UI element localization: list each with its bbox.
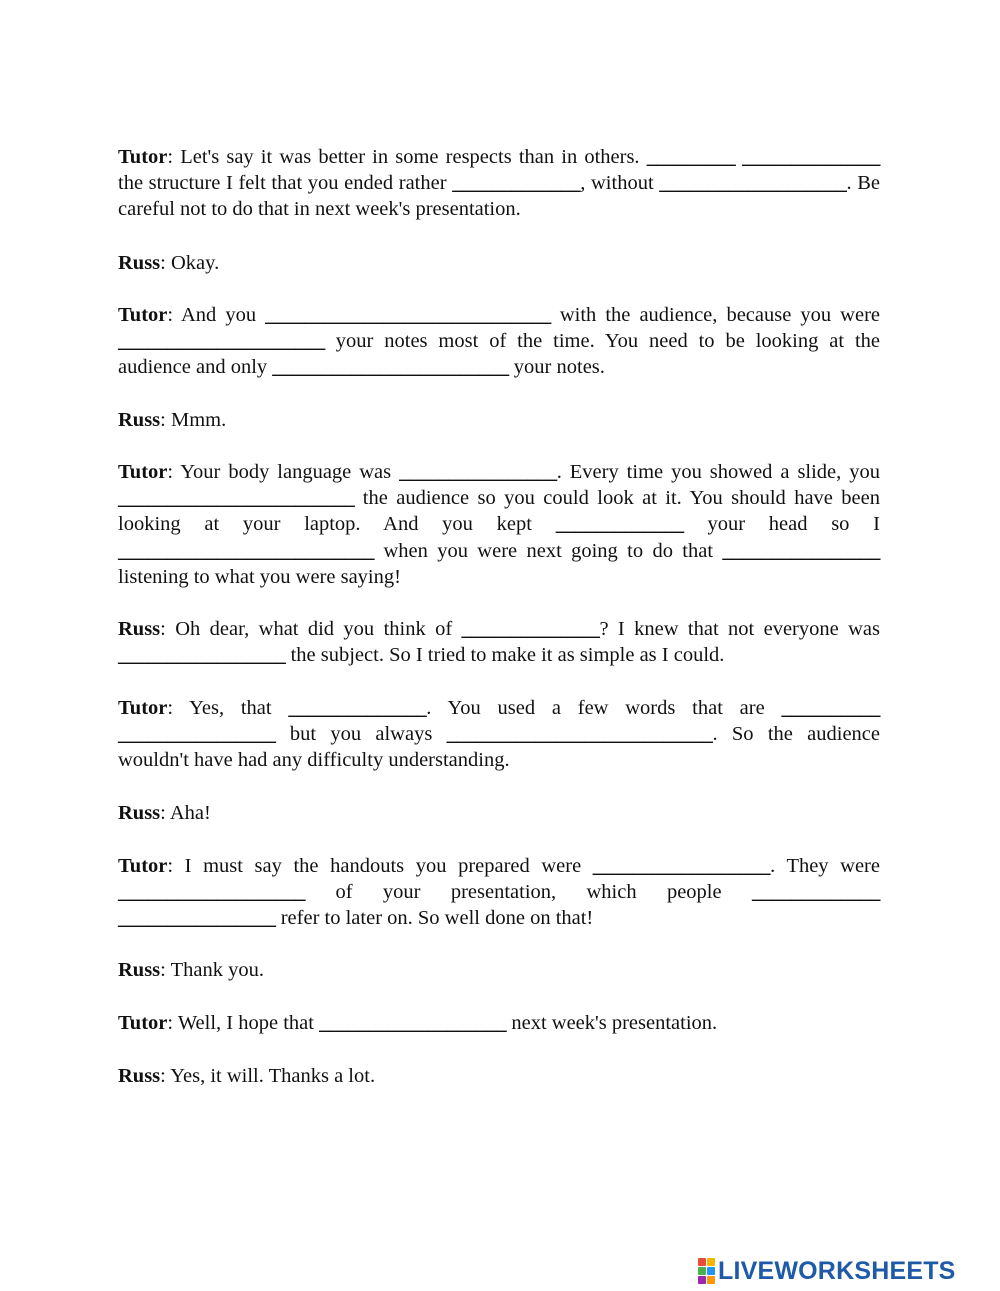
answer-blank[interactable]: _____________________________ xyxy=(265,304,551,326)
dialogue-turn-russ xyxy=(118,407,880,433)
logo-blocks-icon xyxy=(698,1258,715,1284)
speaker-separator: : xyxy=(167,697,190,719)
answer-blank[interactable]: _____________________ xyxy=(118,330,325,353)
answer-blank[interactable]: _____________ ________________ xyxy=(118,881,880,930)
answer-blank[interactable]: ________________ xyxy=(399,461,557,483)
dialogue-turn-tutor xyxy=(118,1010,880,1036)
dialogue-text: when you were next going to do that xyxy=(374,539,723,562)
answer-blank[interactable]: ___________________ xyxy=(659,172,847,195)
dialogue-text: . So the audience wouldn't have had any difficulty understanding. xyxy=(118,723,880,772)
dialogue-turn-russ xyxy=(118,800,880,826)
speaker-name: Tutor xyxy=(118,1012,168,1034)
dialogue-text: Okay. xyxy=(171,252,220,274)
dialogue-text: your notes most of the time. You need to be looking at the audience and only xyxy=(118,330,880,379)
dialogue-text: Let's say it was better in some respects than in others. xyxy=(180,146,647,168)
speaker-separator: : xyxy=(160,409,171,431)
dialogue-text: Yes, that xyxy=(189,697,289,719)
speaker-separator: : xyxy=(167,1012,178,1034)
speaker-name: Tutor xyxy=(118,697,168,719)
answer-blank[interactable]: ________________ xyxy=(722,539,880,562)
dialogue-text: Thank you. xyxy=(170,959,264,981)
speaker-separator: : xyxy=(160,802,170,824)
dialogue-text: Oh dear, what did you think of xyxy=(175,618,462,640)
dialogue-turn-tutor xyxy=(118,302,880,381)
logo-text: LIVEWORKSHEETS xyxy=(718,1256,956,1285)
answer-blank[interactable]: _____________ xyxy=(555,513,684,536)
speaker-separator: : xyxy=(167,146,181,168)
answer-blank[interactable]: ______________ xyxy=(288,697,427,719)
dialogue-text: your head so I xyxy=(683,513,880,536)
answer-blank[interactable]: __________________ xyxy=(592,855,771,877)
speaker-separator: : xyxy=(160,618,176,640)
speaker-name: Russ xyxy=(118,959,161,981)
dialogue-text: I must say the handouts you prepared were xyxy=(184,855,593,877)
speaker-separator: : xyxy=(167,855,185,877)
speaker-name: Russ xyxy=(118,618,161,640)
dialogue-turn-russ xyxy=(118,250,880,276)
answer-blank[interactable]: _________________ xyxy=(118,644,286,667)
answer-blank[interactable]: ______________ xyxy=(461,618,600,640)
speaker-separator: : xyxy=(160,959,171,981)
dialogue-text: the audience so you could look at it. You should have been looking at your laptop. And you kept xyxy=(118,487,880,536)
dialogue-text: Your body language was xyxy=(180,461,400,483)
speaker-name: Tutor xyxy=(118,146,168,168)
speaker-separator: : xyxy=(160,1065,171,1087)
dialogue-text: next week's presentation. xyxy=(506,1012,718,1034)
dialogue-text: refer to later on. So well done on that! xyxy=(275,907,594,930)
answer-blank[interactable]: _________ ______________ xyxy=(646,146,880,168)
speaker-name: Tutor xyxy=(118,461,168,483)
speaker-name: Tutor xyxy=(118,304,168,326)
dialogue-text: Well, I hope that xyxy=(177,1012,320,1034)
answer-blank[interactable]: ________________________ xyxy=(118,487,355,510)
answer-blank[interactable]: _____________ xyxy=(452,172,581,195)
dialogue-turn-russ xyxy=(118,616,880,668)
dialogue-text: but you always xyxy=(275,723,447,746)
dialogue-turn-tutor xyxy=(118,695,880,774)
dialogue-text: Yes, it will. Thanks a lot. xyxy=(170,1065,376,1087)
dialogue-text: And you xyxy=(181,304,266,326)
dialogue-text: . They were xyxy=(770,855,880,877)
liveworksheets-logo xyxy=(698,1257,956,1285)
dialogue-text: , without xyxy=(580,172,660,195)
answer-blank[interactable]: __________________________ xyxy=(118,539,375,562)
answer-blank[interactable]: ___________________ xyxy=(319,1012,507,1034)
dialogue-text: with the audience, because you were xyxy=(550,304,880,326)
dialogue-text: the subject. So I tried to make it as simple as I could. xyxy=(285,644,725,667)
speaker-name: Russ xyxy=(118,1065,161,1087)
dialogue-text: . Be careful not to do that in next week's presentation. xyxy=(118,172,880,221)
dialogue-text: listening to what you were saying! xyxy=(118,565,401,588)
answer-blank[interactable]: __________ ________________ xyxy=(118,697,881,746)
dialogue-turn-tutor xyxy=(118,144,880,223)
speaker-name: Russ xyxy=(118,252,161,274)
dialogue-text: of your presentation, which people xyxy=(305,881,752,904)
speaker-separator: : xyxy=(167,304,181,326)
dialogue-text: . You used a few words that are xyxy=(426,697,782,719)
dialogue-text: ? I knew that not everyone was xyxy=(599,618,880,640)
answer-blank[interactable]: ___________________ xyxy=(118,881,306,904)
dialogue-turn-tutor xyxy=(118,459,880,590)
speaker-separator: : xyxy=(167,461,181,483)
speaker-name: Russ xyxy=(118,802,161,824)
dialogue-text: Aha! xyxy=(169,802,211,824)
dialogue-turn-russ xyxy=(118,1063,880,1089)
dialogue-text: Mmm. xyxy=(171,409,227,431)
dialogue-text: the structure I felt that you ended rather xyxy=(118,172,453,195)
dialogue-text: your notes. xyxy=(508,356,605,379)
speaker-name: Tutor xyxy=(118,855,168,877)
answer-blank[interactable]: ________________________ xyxy=(272,356,509,379)
speaker-separator: : xyxy=(160,252,171,274)
dialogue-turn-tutor xyxy=(118,853,880,932)
answer-blank[interactable]: ___________________________ xyxy=(446,723,713,746)
dialogue-text: . Every time you showed a slide, you xyxy=(556,461,880,483)
speaker-name: Russ xyxy=(118,409,161,431)
dialogue-turn-russ xyxy=(118,957,880,983)
